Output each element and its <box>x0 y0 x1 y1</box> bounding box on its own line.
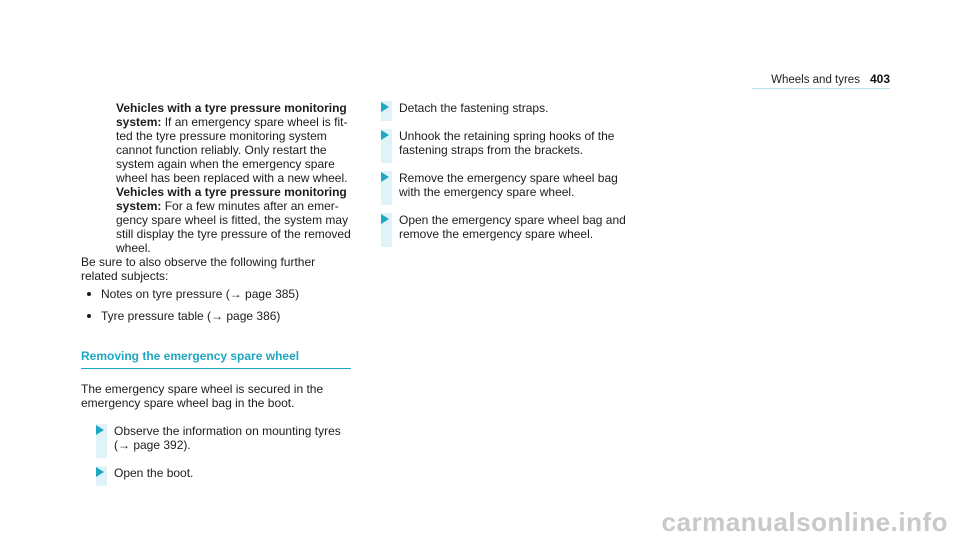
watermark: carmanualsonline.info <box>661 507 948 537</box>
note-1-heading: Vehicles with a tyre pressure monitoring system: <box>116 101 347 129</box>
step-remove-bag <box>366 171 636 199</box>
note-2-heading: Vehicles with a tyre pressure monitoring system: <box>116 185 347 213</box>
section-title: Wheels and tyres <box>771 74 860 86</box>
step-arrow-icon <box>381 214 389 224</box>
page-header <box>771 72 890 87</box>
step-arrow-icon <box>381 130 389 140</box>
note-2-text: For a few minutes after an emergency spare wheel is fitted, the system may still display the tyre pressure of the removed wheel. <box>116 199 351 255</box>
step-text: Detach the fastening straps. <box>399 101 549 115</box>
step-text: Open the boot. <box>114 466 194 480</box>
step-text: Unhook the retaining spring hooks of the fastening straps from the brackets. <box>399 129 615 157</box>
tpms-note-1 <box>116 101 351 185</box>
step-unhook-springs <box>366 129 636 157</box>
page-number: 403 <box>869 72 890 86</box>
step-arrow-icon <box>96 467 104 477</box>
right-column <box>366 101 636 241</box>
step-arrow-icon <box>381 172 389 182</box>
step-open-bag <box>366 213 636 241</box>
step-open-boot <box>81 466 351 480</box>
related-link-tyre-pressure-table[interactable]: Tyre pressure table (→ page 386) <box>87 309 351 323</box>
tpms-note-2 <box>116 185 351 255</box>
step-text: Remove the emergency spare wheel bag with the emergency spare wheel. <box>399 171 618 199</box>
left-column <box>81 101 351 480</box>
related-link-tyre-pressure-notes[interactable]: Notes on tyre pressure (→ page 385) <box>87 287 351 301</box>
related-subjects-intro: Be sure to also observe the following further related subjects: <box>81 255 316 283</box>
step-observe-mounting-info <box>81 424 351 452</box>
note-1-text: If an emergency spare wheel is fitted the tyre pressure monitoring system cannot function reliably. Only restart the system again when the emergency spare wheel has been replaced with a new wheel. <box>116 115 348 185</box>
header-rule <box>752 88 890 89</box>
step-arrow-icon <box>96 425 104 435</box>
section-intro: The emergency spare wheel is secured in the emergency spare wheel bag in the boot. <box>81 382 324 410</box>
step-detach-straps <box>366 101 636 115</box>
related-subjects-list <box>81 287 351 323</box>
step-text: Open the emergency spare wheel bag and remove the emergency spare wheel. <box>399 213 626 241</box>
step-arrow-icon <box>381 102 389 112</box>
section-heading: Removing the emergency spare wheel <box>81 349 351 369</box>
tpms-notes <box>81 101 351 255</box>
step-text: Observe the information on mounting tyres (→ page 392). <box>114 424 341 452</box>
